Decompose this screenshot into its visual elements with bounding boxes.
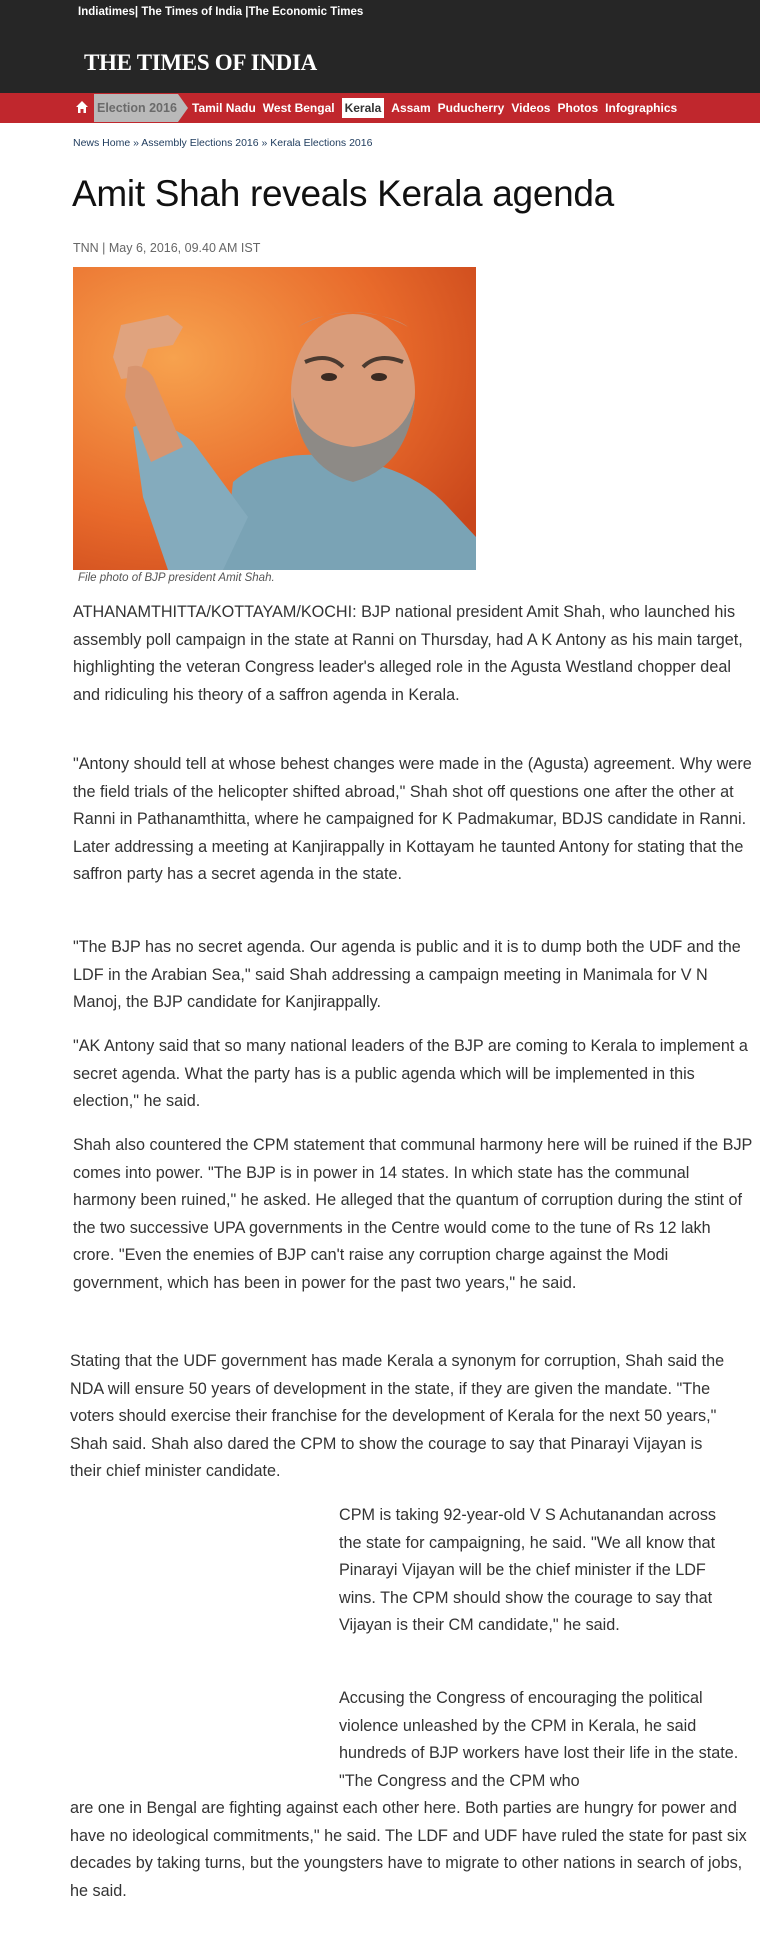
nav-photos[interactable]: Photos (557, 101, 599, 115)
home-icon[interactable] (75, 100, 89, 114)
site-header (0, 0, 760, 93)
breadcrumb-separator: » (258, 137, 271, 149)
nav-west-bengal[interactable]: West Bengal (262, 101, 335, 115)
breadcrumb-separator: » (130, 137, 142, 149)
times-of-india-link[interactable]: The Times of India (141, 6, 243, 18)
nav-tamil-nadu[interactable]: Tamil Nadu (192, 101, 256, 115)
breadcrumb-assembly-elections[interactable]: Assembly Elections 2016 (141, 137, 259, 149)
section-nav (0, 93, 760, 123)
nav-assam[interactable]: Assam (391, 101, 431, 115)
article-paragraph: CPM is taking 92-year-old V S Achutanandan across the state for campaigning, he said. "We all know that Pinarayi Vijayan will be the chief minister if the LDF wins. The CPM should show the courage to say that Vijayan is their CM candidate," he said. (339, 1506, 717, 1634)
nav-videos[interactable]: Videos (511, 101, 551, 115)
nav-kerala[interactable]: Kerala (342, 98, 385, 118)
article-paragraph: "AK Antony said that so many national leaders of the BJP are coming to Kerala to implement a secret agenda. What the party has is a public agenda which will be implemented in this election," he said. (73, 1037, 748, 1110)
network-links (78, 6, 363, 18)
economic-times-link[interactable]: |The Economic Times (245, 6, 364, 18)
breadcrumb (73, 137, 372, 149)
nav-items (192, 93, 684, 123)
nav-infographics[interactable]: Infographics (605, 101, 678, 115)
article-paragraph: ATHANAMTHITTA/KOTTAYAM/KOCHI: BJP national president Amit Shah, who launched his assembly poll campaign in the state at Ranni on Thursday, had A K Antony as his main target, highlighting the veteran Congress leader's alleged role in the Agusta Westland chopper deal and ridiculing his theory of a saffron agenda in Kerala. (73, 603, 743, 704)
article-byline: TNN | May 6, 2016, 09.40 AM IST (73, 241, 261, 255)
article-paragraph: "Antony should tell at whose behest changes were made in the (Agusta) agreement. Why were the field trials of the helicopter shifted abroad," Shah shot off questions one after the other at Ranni in Pathanamthitta, where he campaigned for K Padmakumar, BDJS candidate in Ranni. Later addressing a meeting at Kanjirappally in Kottayam he taunted Antony for stating that the saffron party has a secret agenda in the state. (73, 755, 752, 883)
article-paragraph: Accusing the Congress of encouraging the political violence unleashed by the CPM in Kerala, he said hundreds of BJP workers have lost their life in the state. "The Congress and the CPM who (339, 1689, 739, 1790)
article-paragraph: Shah also countered the CPM statement that communal harmony here will be ruined if the BJP comes into power. "The BJP is in power in 14 states. In which state has the communal harmony been ruined," he asked. He alleged that the quantum of corruption during the stint of the two successive UPA governments in the Centre would come to the tune of Rs 12 lakh crore. "Even the enemies of BJP can't raise any corruption charge against the Modi government, which has been in power for the past two years," he said. (73, 1136, 753, 1292)
photo-caption: File photo of BJP president Amit Shah. (78, 572, 275, 584)
article-paragraph: "The BJP has no secret agenda. Our agenda is public and it is to dump both the UDF and the LDF in the Arabian Sea," said Shah addressing a campaign meeting in Manimala for V N Manoj, the BJP candidate for Kanjirappally. (73, 938, 741, 1011)
site-logo[interactable]: THE TIMES OF INDIA (84, 50, 317, 75)
article-photo (73, 267, 476, 570)
nav-puducherry[interactable]: Puducherry (437, 101, 505, 115)
indiatimes-link[interactable]: Indiatimes| (78, 6, 139, 18)
breadcrumb-kerala-elections[interactable]: Kerala Elections 2016 (270, 137, 373, 149)
article-paragraph: Stating that the UDF government has made Kerala a synonym for corruption, Shah said the NDA will ensure 50 years of development in the state, if they are given the mandate. "The voters should exercise their franchise for the development of Kerala for the next 50 years," Shah said. Shah also dared the CPM to show the courage to say that Pinarayi Vijayan is their chief minister candidate. (70, 1352, 725, 1480)
article-headline: Amit Shah reveals Kerala agenda (72, 173, 614, 214)
article-paragraph: are one in Bengal are fighting against each other here. Both parties are hungry for power and have no ideological commitments," he said. The LDF and UDF have ruled the state for past six decades by taking turns, but the youngsters have to migrate to other nations in search of jobs, he said. (70, 1799, 747, 1900)
breadcrumb-news-home[interactable]: News Home (73, 137, 131, 149)
election-2016-tab[interactable]: Election 2016 (94, 94, 178, 122)
